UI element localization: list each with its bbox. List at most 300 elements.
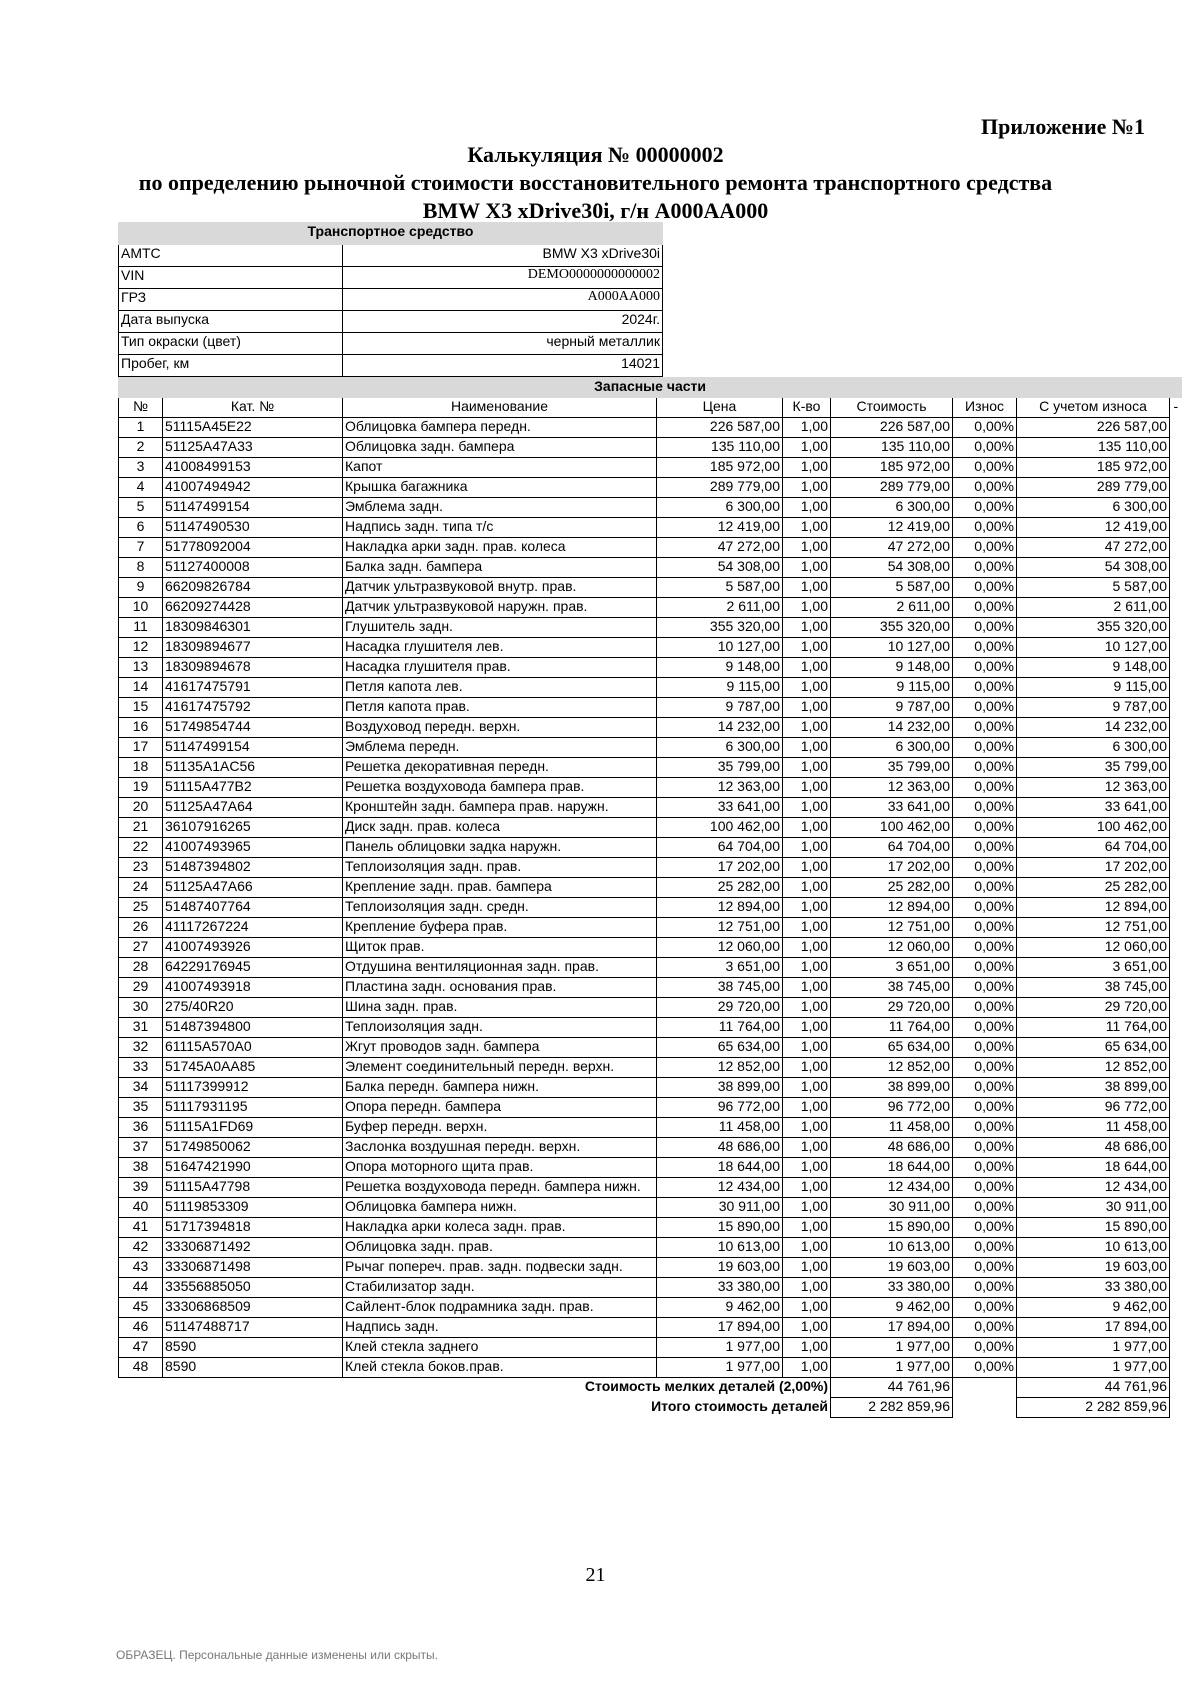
wear: 0,00% bbox=[953, 498, 1017, 518]
cost-with-wear: 9 148,00 bbox=[1017, 658, 1170, 678]
cost-with-wear: 5 587,00 bbox=[1017, 578, 1170, 598]
wear: 0,00% bbox=[953, 1238, 1017, 1258]
catalog-number: 51749850062 bbox=[163, 1138, 343, 1158]
table-row bbox=[119, 558, 1182, 578]
part-name: Петля капота лев. bbox=[343, 678, 657, 698]
catalog-number: 66209826784 bbox=[163, 578, 343, 598]
wear: 0,00% bbox=[953, 1218, 1017, 1238]
price: 12 751,00 bbox=[657, 918, 783, 938]
table-row bbox=[119, 458, 1182, 478]
cost: 3 651,00 bbox=[831, 958, 953, 978]
table-row bbox=[119, 678, 1182, 698]
part-name: Капот bbox=[343, 458, 657, 478]
wear: 0,00% bbox=[953, 638, 1017, 658]
wear: 0,00% bbox=[953, 478, 1017, 498]
small-parts-cost: 44 761,96 bbox=[831, 1378, 953, 1398]
part-name: Решетка воздуховода передн. бампера нижн. bbox=[343, 1178, 657, 1198]
vehicle-field-label: VIN bbox=[119, 267, 343, 289]
table-row bbox=[119, 698, 1182, 718]
price: 18 644,00 bbox=[657, 1158, 783, 1178]
price: 17 894,00 bbox=[657, 1318, 783, 1338]
wear: 0,00% bbox=[953, 878, 1017, 898]
row-number: 48 bbox=[119, 1358, 163, 1378]
part-name: Воздуховод передн. верхн. bbox=[343, 718, 657, 738]
price: 185 972,00 bbox=[657, 458, 783, 478]
wear: 0,00% bbox=[953, 518, 1017, 538]
price: 12 363,00 bbox=[657, 778, 783, 798]
table-row bbox=[119, 658, 1182, 678]
part-name: Датчик ультразвуковой внутр. прав. bbox=[343, 578, 657, 598]
row-number: 28 bbox=[119, 958, 163, 978]
cost: 12 894,00 bbox=[831, 898, 953, 918]
catalog-number: 51147499154 bbox=[163, 498, 343, 518]
cost-with-wear: 12 852,00 bbox=[1017, 1058, 1170, 1078]
column-header: Кат. № bbox=[163, 398, 343, 418]
total-cost-worn: 2 282 859,96 bbox=[1017, 1398, 1170, 1418]
row-number: 31 bbox=[119, 1018, 163, 1038]
cost: 12 363,00 bbox=[831, 778, 953, 798]
part-name: Опора моторного щита прав. bbox=[343, 1158, 657, 1178]
vehicle-field-label: Тип окраски (цвет) bbox=[119, 333, 343, 355]
cost: 38 899,00 bbox=[831, 1078, 953, 1098]
table-row bbox=[119, 958, 1182, 978]
wear: 0,00% bbox=[953, 838, 1017, 858]
price: 10 127,00 bbox=[657, 638, 783, 658]
cost-with-wear: 12 419,00 bbox=[1017, 518, 1170, 538]
wear: 0,00% bbox=[953, 558, 1017, 578]
vehicle-field-value: А000АА000 bbox=[343, 289, 663, 311]
catalog-number: 41007494942 bbox=[163, 478, 343, 498]
table-row bbox=[119, 998, 1182, 1018]
quantity: 1,00 bbox=[783, 1238, 831, 1258]
quantity: 1,00 bbox=[783, 878, 831, 898]
cost: 1 977,00 bbox=[831, 1358, 953, 1378]
row-number: 29 bbox=[119, 978, 163, 998]
row-number: 8 bbox=[119, 558, 163, 578]
cost-with-wear: 30 911,00 bbox=[1017, 1198, 1170, 1218]
row-number: 14 bbox=[119, 678, 163, 698]
cost-with-wear: 355 320,00 bbox=[1017, 618, 1170, 638]
part-name: Панель облицовки задка наружн. bbox=[343, 838, 657, 858]
wear: 0,00% bbox=[953, 438, 1017, 458]
catalog-number: 51115A1FD69 bbox=[163, 1118, 343, 1138]
part-name: Эмблема передн. bbox=[343, 738, 657, 758]
table-row bbox=[119, 518, 1182, 538]
price: 1 977,00 bbox=[657, 1338, 783, 1358]
price: 12 434,00 bbox=[657, 1178, 783, 1198]
vehicle-row bbox=[119, 355, 663, 377]
quantity: 1,00 bbox=[783, 738, 831, 758]
cost-with-wear: 1 977,00 bbox=[1017, 1358, 1170, 1378]
quantity: 1,00 bbox=[783, 1018, 831, 1038]
price: 226 587,00 bbox=[657, 418, 783, 438]
vehicle-row bbox=[119, 267, 663, 289]
price: 17 202,00 bbox=[657, 858, 783, 878]
table-row bbox=[119, 718, 1182, 738]
table-row bbox=[119, 1358, 1182, 1378]
catalog-number: 41007493965 bbox=[163, 838, 343, 858]
table-row bbox=[119, 1118, 1182, 1138]
row-number: 40 bbox=[119, 1198, 163, 1218]
row-number: 46 bbox=[119, 1318, 163, 1338]
cost: 10 127,00 bbox=[831, 638, 953, 658]
column-header: С учетом износа bbox=[1017, 398, 1170, 418]
table-row bbox=[119, 738, 1182, 758]
column-header: Износ bbox=[953, 398, 1017, 418]
part-name: Диск задн. прав. колеса bbox=[343, 818, 657, 838]
wear: 0,00% bbox=[953, 758, 1017, 778]
cost: 25 282,00 bbox=[831, 878, 953, 898]
vehicle-row bbox=[119, 289, 663, 311]
wear: 0,00% bbox=[953, 618, 1017, 638]
cost-with-wear: 10 613,00 bbox=[1017, 1238, 1170, 1258]
part-name: Кронштейн задн. бампера прав. наружн. bbox=[343, 798, 657, 818]
catalog-number: 51115A47798 bbox=[163, 1178, 343, 1198]
quantity: 1,00 bbox=[783, 898, 831, 918]
quantity: 1,00 bbox=[783, 458, 831, 478]
table-row bbox=[119, 1138, 1182, 1158]
price: 355 320,00 bbox=[657, 618, 783, 638]
quantity: 1,00 bbox=[783, 1318, 831, 1338]
table-row bbox=[119, 898, 1182, 918]
cost-with-wear: 33 380,00 bbox=[1017, 1278, 1170, 1298]
part-name: Пластина задн. основания прав. bbox=[343, 978, 657, 998]
cost-with-wear: 10 127,00 bbox=[1017, 638, 1170, 658]
quantity: 1,00 bbox=[783, 1278, 831, 1298]
parts-header-row bbox=[119, 398, 1182, 418]
row-number: 18 bbox=[119, 758, 163, 778]
quantity: 1,00 bbox=[783, 438, 831, 458]
quantity: 1,00 bbox=[783, 1358, 831, 1378]
price: 96 772,00 bbox=[657, 1098, 783, 1118]
part-name: Накладка арки задн. прав. колеса bbox=[343, 538, 657, 558]
price: 30 911,00 bbox=[657, 1198, 783, 1218]
price: 29 720,00 bbox=[657, 998, 783, 1018]
cost: 9 787,00 bbox=[831, 698, 953, 718]
part-name: Петля капота прав. bbox=[343, 698, 657, 718]
part-name: Решетка декоративная передн. bbox=[343, 758, 657, 778]
wear: 0,00% bbox=[953, 418, 1017, 438]
table-row bbox=[119, 1158, 1182, 1178]
table-row bbox=[119, 1198, 1182, 1218]
price: 19 603,00 bbox=[657, 1258, 783, 1278]
cost-with-wear: 54 308,00 bbox=[1017, 558, 1170, 578]
cost-with-wear: 35 799,00 bbox=[1017, 758, 1170, 778]
cost-with-wear: 6 300,00 bbox=[1017, 738, 1170, 758]
wear: 0,00% bbox=[953, 1118, 1017, 1138]
part-name: Шина задн. прав. bbox=[343, 998, 657, 1018]
row-number: 3 bbox=[119, 458, 163, 478]
table-row bbox=[119, 418, 1182, 438]
catalog-number: 51487394802 bbox=[163, 858, 343, 878]
price: 1 977,00 bbox=[657, 1358, 783, 1378]
part-name: Клей стекла боков.прав. bbox=[343, 1358, 657, 1378]
cost-with-wear: 64 704,00 bbox=[1017, 838, 1170, 858]
price: 6 300,00 bbox=[657, 498, 783, 518]
price: 33 380,00 bbox=[657, 1278, 783, 1298]
part-name: Клей стекла заднего bbox=[343, 1338, 657, 1358]
cost-with-wear: 47 272,00 bbox=[1017, 538, 1170, 558]
part-name: Эмблема задн. bbox=[343, 498, 657, 518]
cost-with-wear: 9 115,00 bbox=[1017, 678, 1170, 698]
wear: 0,00% bbox=[953, 1018, 1017, 1038]
table-row bbox=[119, 1178, 1182, 1198]
cost: 30 911,00 bbox=[831, 1198, 953, 1218]
catalog-number: 33306868509 bbox=[163, 1298, 343, 1318]
footer-note: ОБРАЗЕЦ. Персональные данные изменены или скрыты. bbox=[116, 1648, 438, 1662]
cost: 47 272,00 bbox=[831, 538, 953, 558]
row-number: 30 bbox=[119, 998, 163, 1018]
cost-with-wear: 11 764,00 bbox=[1017, 1018, 1170, 1038]
catalog-number: 41117267224 bbox=[163, 918, 343, 938]
price: 38 745,00 bbox=[657, 978, 783, 998]
part-name: Облицовка задн. бампера bbox=[343, 438, 657, 458]
price: 5 587,00 bbox=[657, 578, 783, 598]
quantity: 1,00 bbox=[783, 1258, 831, 1278]
wear: 0,00% bbox=[953, 1278, 1017, 1298]
price: 9 462,00 bbox=[657, 1298, 783, 1318]
catalog-number: 51147490530 bbox=[163, 518, 343, 538]
quantity: 1,00 bbox=[783, 538, 831, 558]
table-row bbox=[119, 978, 1182, 998]
part-name: Балка задн. бампера bbox=[343, 558, 657, 578]
wear: 0,00% bbox=[953, 1358, 1017, 1378]
row-number: 16 bbox=[119, 718, 163, 738]
price: 14 232,00 bbox=[657, 718, 783, 738]
price: 12 894,00 bbox=[657, 898, 783, 918]
wear: 0,00% bbox=[953, 1078, 1017, 1098]
table-row bbox=[119, 438, 1182, 458]
cost-with-wear: 100 462,00 bbox=[1017, 818, 1170, 838]
table-row bbox=[119, 758, 1182, 778]
table-row bbox=[119, 818, 1182, 838]
row-number: 1 bbox=[119, 418, 163, 438]
table-row bbox=[119, 1338, 1182, 1358]
price: 33 641,00 bbox=[657, 798, 783, 818]
wear: 0,00% bbox=[953, 918, 1017, 938]
wear: 0,00% bbox=[953, 1138, 1017, 1158]
part-name: Датчик ультразвуковой наружн. прав. bbox=[343, 598, 657, 618]
catalog-number: 66209274428 bbox=[163, 598, 343, 618]
wear: 0,00% bbox=[953, 778, 1017, 798]
price: 25 282,00 bbox=[657, 878, 783, 898]
part-name: Облицовка задн. прав. bbox=[343, 1238, 657, 1258]
catalog-number: 51117931195 bbox=[163, 1098, 343, 1118]
wear: 0,00% bbox=[953, 1098, 1017, 1118]
vehicle-field-value: 2024г. bbox=[343, 311, 663, 333]
quantity: 1,00 bbox=[783, 718, 831, 738]
part-name: Насадка глушителя прав. bbox=[343, 658, 657, 678]
price: 65 634,00 bbox=[657, 1038, 783, 1058]
cost: 5 587,00 bbox=[831, 578, 953, 598]
catalog-number: 61115A570A0 bbox=[163, 1038, 343, 1058]
cost-with-wear: 226 587,00 bbox=[1017, 418, 1170, 438]
quantity: 1,00 bbox=[783, 958, 831, 978]
catalog-number: 51147499154 bbox=[163, 738, 343, 758]
catalog-number: 51487407764 bbox=[163, 898, 343, 918]
row-number: 34 bbox=[119, 1078, 163, 1098]
catalog-number: 51717394818 bbox=[163, 1218, 343, 1238]
cost-with-wear: 12 363,00 bbox=[1017, 778, 1170, 798]
table-row bbox=[119, 778, 1182, 798]
table-row bbox=[119, 798, 1182, 818]
parts-section-title: Запасные части bbox=[119, 378, 1182, 398]
catalog-number: 41007493926 bbox=[163, 938, 343, 958]
column-header: № bbox=[119, 398, 163, 418]
quantity: 1,00 bbox=[783, 678, 831, 698]
quantity: 1,00 bbox=[783, 618, 831, 638]
cost-with-wear: 48 686,00 bbox=[1017, 1138, 1170, 1158]
price: 2 611,00 bbox=[657, 598, 783, 618]
column-header: Цена bbox=[657, 398, 783, 418]
row-number: 38 bbox=[119, 1158, 163, 1178]
part-name: Балка передн. бампера нижн. bbox=[343, 1078, 657, 1098]
row-number: 43 bbox=[119, 1258, 163, 1278]
wear: 0,00% bbox=[953, 1318, 1017, 1338]
row-number: 35 bbox=[119, 1098, 163, 1118]
wear: 0,00% bbox=[953, 818, 1017, 838]
catalog-number: 51125A47A64 bbox=[163, 798, 343, 818]
table-row bbox=[119, 1298, 1182, 1318]
cost-with-wear: 15 890,00 bbox=[1017, 1218, 1170, 1238]
small-parts-label: Стоимость мелких деталей (2,00%) bbox=[584, 1378, 828, 1394]
quantity: 1,00 bbox=[783, 1058, 831, 1078]
vehicle-section-title: Транспортное средство bbox=[119, 223, 663, 245]
row-number: 36 bbox=[119, 1118, 163, 1138]
row-number: 41 bbox=[119, 1218, 163, 1238]
cost: 12 852,00 bbox=[831, 1058, 953, 1078]
cost-with-wear: 11 458,00 bbox=[1017, 1118, 1170, 1138]
table-row bbox=[119, 1258, 1182, 1278]
cost: 54 308,00 bbox=[831, 558, 953, 578]
part-name: Сайлент-блок подрамника задн. прав. bbox=[343, 1298, 657, 1318]
cost: 10 613,00 bbox=[831, 1238, 953, 1258]
table-row bbox=[119, 1018, 1182, 1038]
cost: 11 764,00 bbox=[831, 1018, 953, 1038]
catalog-number: 51117399912 bbox=[163, 1078, 343, 1098]
cost: 9 148,00 bbox=[831, 658, 953, 678]
price: 12 852,00 bbox=[657, 1058, 783, 1078]
price: 3 651,00 bbox=[657, 958, 783, 978]
quantity: 1,00 bbox=[783, 1138, 831, 1158]
catalog-number: 51647421990 bbox=[163, 1158, 343, 1178]
catalog-number: 18309846301 bbox=[163, 618, 343, 638]
quantity: 1,00 bbox=[783, 858, 831, 878]
price: 38 899,00 bbox=[657, 1078, 783, 1098]
row-number: 21 bbox=[119, 818, 163, 838]
wear: 0,00% bbox=[953, 738, 1017, 758]
quantity: 1,00 bbox=[783, 418, 831, 438]
cost: 38 745,00 bbox=[831, 978, 953, 998]
wear: 0,00% bbox=[953, 578, 1017, 598]
cost: 29 720,00 bbox=[831, 998, 953, 1018]
table-row bbox=[119, 938, 1182, 958]
price: 135 110,00 bbox=[657, 438, 783, 458]
catalog-number: 51487394800 bbox=[163, 1018, 343, 1038]
price: 35 799,00 bbox=[657, 758, 783, 778]
vehicle-field-value: 14021 bbox=[343, 355, 663, 377]
cost: 18 644,00 bbox=[831, 1158, 953, 1178]
part-name: Отдушина вентиляционная задн. прав. bbox=[343, 958, 657, 978]
catalog-number: 51127400008 bbox=[163, 558, 343, 578]
vehicle-row bbox=[119, 333, 663, 355]
small-parts-row bbox=[119, 1378, 1182, 1398]
price: 11 764,00 bbox=[657, 1018, 783, 1038]
cost: 12 060,00 bbox=[831, 938, 953, 958]
quantity: 1,00 bbox=[783, 498, 831, 518]
cost: 48 686,00 bbox=[831, 1138, 953, 1158]
part-name: Заслонка воздушная передн. верхн. bbox=[343, 1138, 657, 1158]
table-row bbox=[119, 858, 1182, 878]
row-number: 7 bbox=[119, 538, 163, 558]
table-row bbox=[119, 618, 1182, 638]
wear: 0,00% bbox=[953, 1058, 1017, 1078]
cost: 1 977,00 bbox=[831, 1338, 953, 1358]
table-row bbox=[119, 1098, 1182, 1118]
catalog-number: 275/40R20 bbox=[163, 998, 343, 1018]
quantity: 1,00 bbox=[783, 1218, 831, 1238]
cost: 100 462,00 bbox=[831, 818, 953, 838]
part-name: Крышка багажника bbox=[343, 478, 657, 498]
total-label: Итого стоимость деталей bbox=[651, 1397, 828, 1414]
price: 64 704,00 bbox=[657, 838, 783, 858]
wear: 0,00% bbox=[953, 718, 1017, 738]
row-number: 23 bbox=[119, 858, 163, 878]
cost: 11 458,00 bbox=[831, 1118, 953, 1138]
cost-with-wear: 12 894,00 bbox=[1017, 898, 1170, 918]
vehicle-field-label: Пробег, км bbox=[119, 355, 343, 377]
row-number: 20 bbox=[119, 798, 163, 818]
catalog-number: 41617475792 bbox=[163, 698, 343, 718]
price: 9 148,00 bbox=[657, 658, 783, 678]
price: 47 272,00 bbox=[657, 538, 783, 558]
wear: 0,00% bbox=[953, 938, 1017, 958]
cost-with-wear: 38 899,00 bbox=[1017, 1078, 1170, 1098]
catalog-number: 51125A47A66 bbox=[163, 878, 343, 898]
small-parts-wear bbox=[953, 1378, 1017, 1398]
catalog-number: 51135A1AC56 bbox=[163, 758, 343, 778]
column-header: Стоимость bbox=[831, 398, 953, 418]
row-number: 24 bbox=[119, 878, 163, 898]
price: 12 060,00 bbox=[657, 938, 783, 958]
price: 11 458,00 bbox=[657, 1118, 783, 1138]
cost-with-wear: 185 972,00 bbox=[1017, 458, 1170, 478]
table-row bbox=[119, 918, 1182, 938]
catalog-number: 51125A47A33 bbox=[163, 438, 343, 458]
table-row bbox=[119, 578, 1182, 598]
row-number: 2 bbox=[119, 438, 163, 458]
catalog-number: 41617475791 bbox=[163, 678, 343, 698]
cost: 9 462,00 bbox=[831, 1298, 953, 1318]
quantity: 1,00 bbox=[783, 978, 831, 998]
quantity: 1,00 bbox=[783, 638, 831, 658]
cost: 14 232,00 bbox=[831, 718, 953, 738]
part-name: Рычаг попереч. прав. задн. подвески задн. bbox=[343, 1258, 657, 1278]
row-number: 10 bbox=[119, 598, 163, 618]
part-name: Жгут проводов задн. бампера bbox=[343, 1038, 657, 1058]
cost: 2 611,00 bbox=[831, 598, 953, 618]
catalog-number: 41008499153 bbox=[163, 458, 343, 478]
wear: 0,00% bbox=[953, 1338, 1017, 1358]
table-row bbox=[119, 478, 1182, 498]
row-number: 22 bbox=[119, 838, 163, 858]
catalog-number: 18309894677 bbox=[163, 638, 343, 658]
part-name: Крепление задн. прав. бампера bbox=[343, 878, 657, 898]
catalog-number: 36107916265 bbox=[163, 818, 343, 838]
cost: 355 320,00 bbox=[831, 618, 953, 638]
part-name: Накладка арки колеса задн. прав. bbox=[343, 1218, 657, 1238]
cost-with-wear: 9 787,00 bbox=[1017, 698, 1170, 718]
